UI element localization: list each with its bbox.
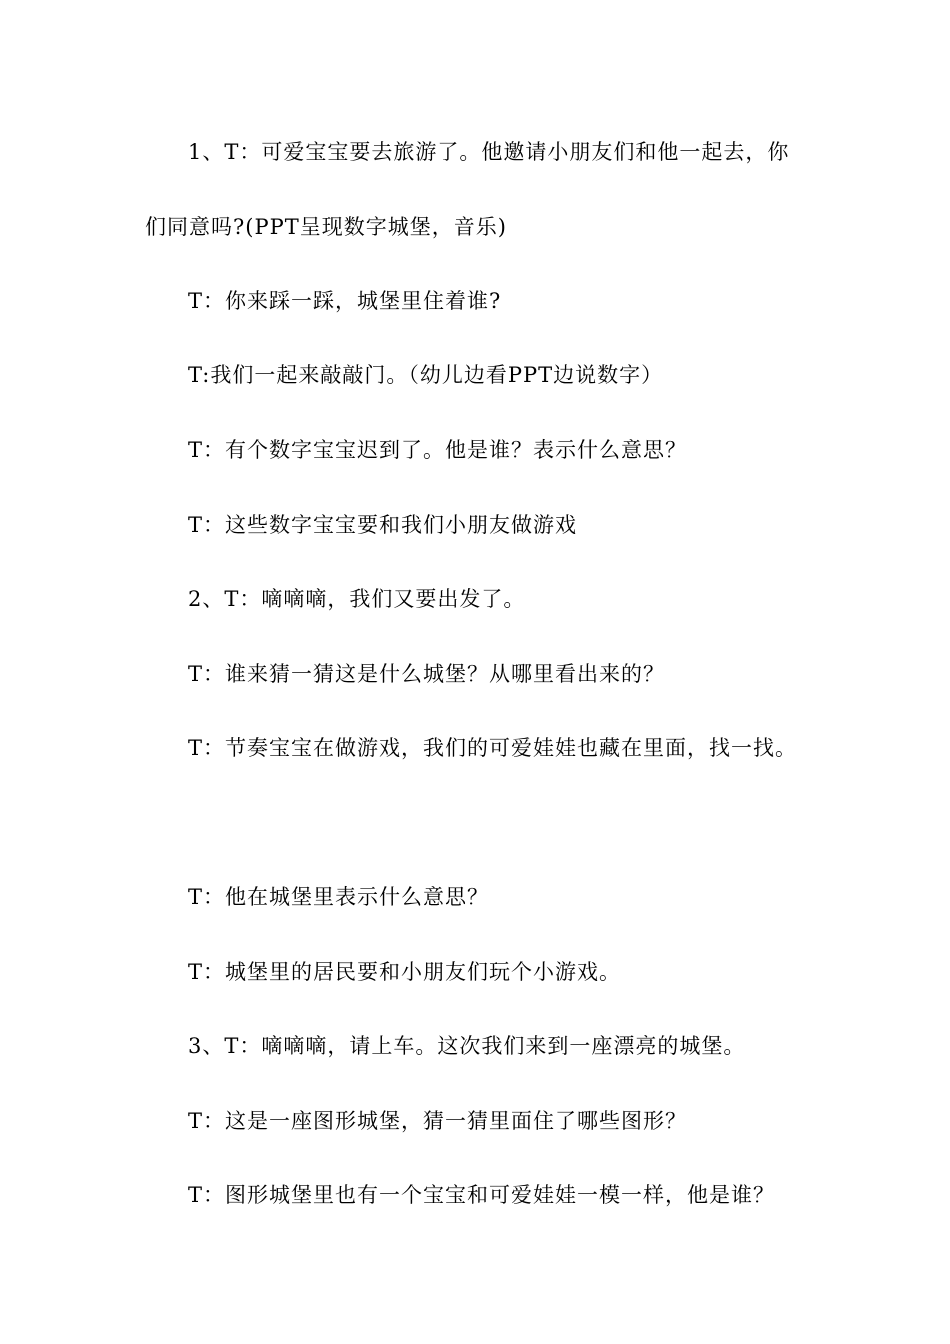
paragraph-4: T：有个数字宝宝迟到了。他是谁？表示什么意思？: [188, 438, 688, 462]
paragraph-2: T：你来踩一踩，城堡里住着谁?: [188, 289, 502, 313]
paragraph-5: T：这些数字宝宝要和我们小朋友做游戏: [188, 513, 578, 537]
paragraph-1: 1、T：可爱宝宝要去旅游了。他邀请小朋友们和他一起去，你: [188, 140, 790, 164]
paragraph-1-continued: 们同意吗?(PPT呈现数字城堡，音乐): [145, 215, 507, 239]
paragraph-7: T：谁来猜一猜这是什么城堡？从哪里看出来的？: [188, 662, 666, 686]
paragraph-9: T：他在城堡里表示什么意思？: [188, 885, 490, 909]
paragraph-12: T：这是一座图形城堡，猜一猜里面住了哪些图形？: [188, 1109, 688, 1133]
paragraph-11: 3、T：嘀嘀嘀，请上车。这次我们来到一座漂亮的城堡。: [188, 1034, 746, 1058]
paragraph-3: T:我们一起来敲敲门。（幼儿边看PPT边说数字）: [188, 363, 664, 387]
paragraph-10: T：城堡里的居民要和小朋友们玩个小游戏。: [188, 960, 622, 984]
paragraph-6: 2、T：嘀嘀嘀，我们又要出发了。: [188, 587, 526, 611]
paragraph-13: T：图形城堡里也有一个宝宝和可爱娃娃一模一样，他是谁？: [188, 1183, 776, 1207]
paragraph-8: T：节奏宝宝在做游戏，我们的可爱娃娃也藏在里面，找一找。: [188, 736, 798, 760]
